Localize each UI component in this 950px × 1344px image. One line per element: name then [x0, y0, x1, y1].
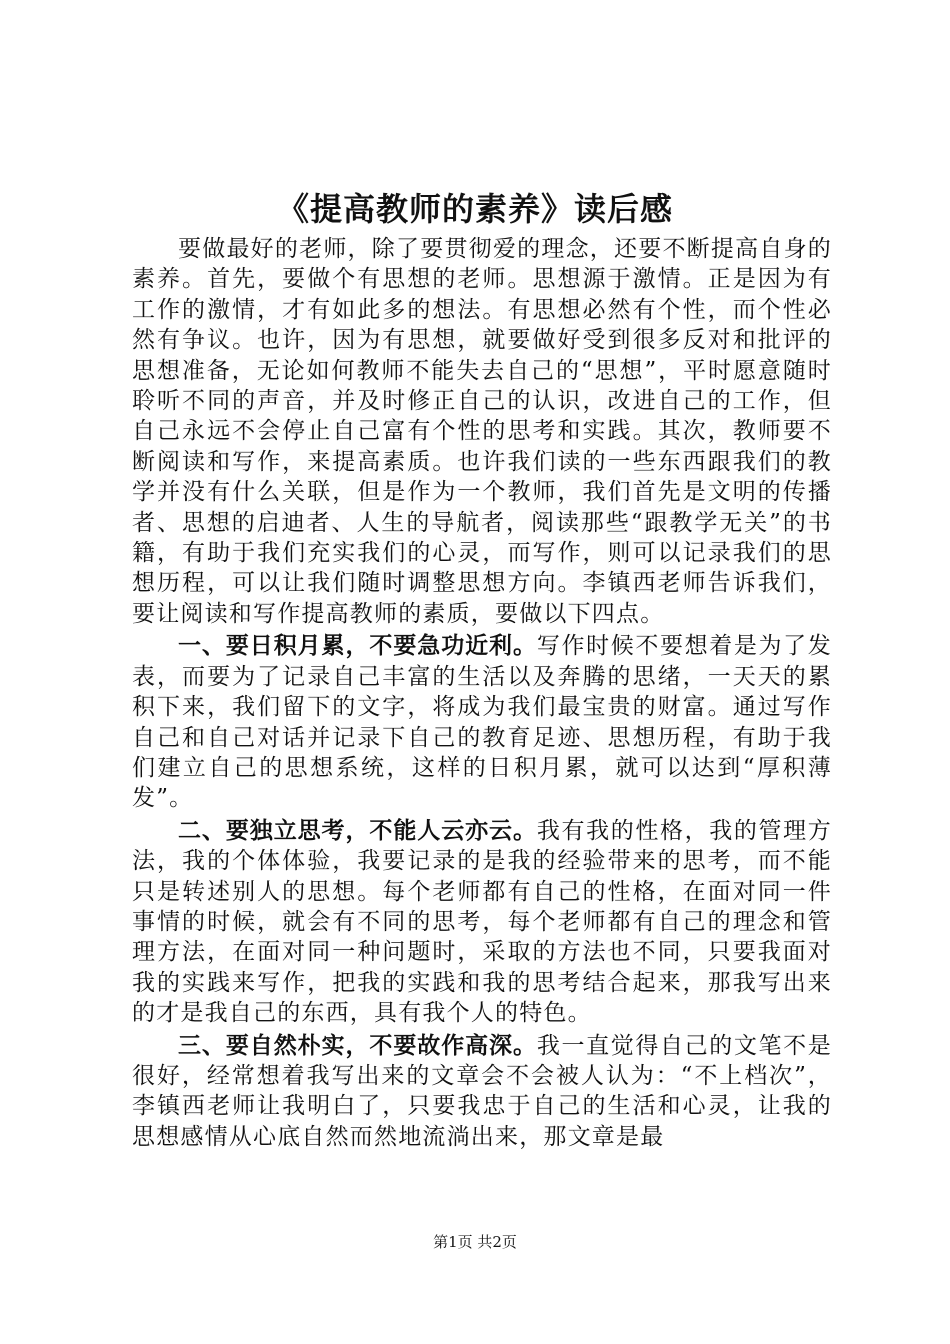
paragraph-point-3 [132, 1031, 832, 1153]
paragraph-point-1 [132, 631, 832, 813]
page-title: 《提高教师的素养》读后感 [276, 190, 673, 228]
paragraph-text: 写作时候不要想着是为了发表，而要为了记录自己丰富的生活以及奔腾的思绪，一天天的累积下来，我们留下的文字，将成为我们最宝贵的财富。通过写作自己和自己对话并记录下自己的教育足迹、思想历程，有助于我们建立自己的思想系统，这样的日积月累，就可以达到“厚积薄发”。 [132, 633, 832, 812]
paragraph-text: 要做最好的老师，除了要贯彻爱的理念，还要不断提高自身的素养。首先，要做个有思想的老师。思想源于激情。正是因为有工作的激情，才有如此多的想法。有思想必然有个性，而个性必然有争议。也许，因为有思想，就要做好受到很多反对和批评的思想准备，无论如何教师不能失去自己的“思想”，平时愿意随时聆听不同的声音，并及时修正自己的认识，改进自己的工作，但自己永远不会停止自己富有个性的思考和实践。其次，教师要不断阅读和写作，来提高素质。也许我们读的一些东西跟我们的教学并没有什么关联，但是作为一个教师，我们首先是文明的传播者、思想的启迪者、人生的导航者，阅读那些“跟教学无关”的书籍，有助于我们充实我们的心灵，而写作，则可以记录我们的思想历程，可以让我们随时调整思想方向。李镇西老师告诉我们，要让阅读和写作提高教师的素质，要做以下四点。 [132, 236, 832, 627]
paragraph-intro [132, 234, 832, 629]
paragraph-text: 我一直觉得自己的文笔不是很好，经常想着我写出来的文章会不会被人认为：“不上档次”，李镇西老师让我明白了，只要我忠于自己的生活和心灵，让我的思想感情从心底自然而然地流淌出来，那文章是最 [132, 1032, 832, 1150]
page-footer: 第1页 共2页 [433, 1233, 517, 1251]
paragraph-point-2 [132, 816, 832, 1029]
paragraph-lead: 三、要自然朴实，不要故作高深。 [178, 1032, 537, 1059]
document-body [132, 234, 832, 1152]
paragraph-text: 我有我的性格，我的管理方法，我的个体体验，我要记录的是我的经验带来的思考，而不能只是转述别人的思想。每个老师都有自己的性格，在面对同一件事情的时候，就会有不同的思考，每个老师都有自己的理念和管理方法，在面对同一种问题时，采取的方法也不同，只要我面对我的实践来写作，把我的实践和我的思考结合起来，那我写出来的才是我自己的东西，具有我个人的特色。 [132, 817, 832, 1027]
paragraph-lead: 一、要日积月累，不要急功近利。 [178, 633, 537, 660]
paragraph-lead: 二、要独立思考，不能人云亦云。 [178, 817, 537, 844]
